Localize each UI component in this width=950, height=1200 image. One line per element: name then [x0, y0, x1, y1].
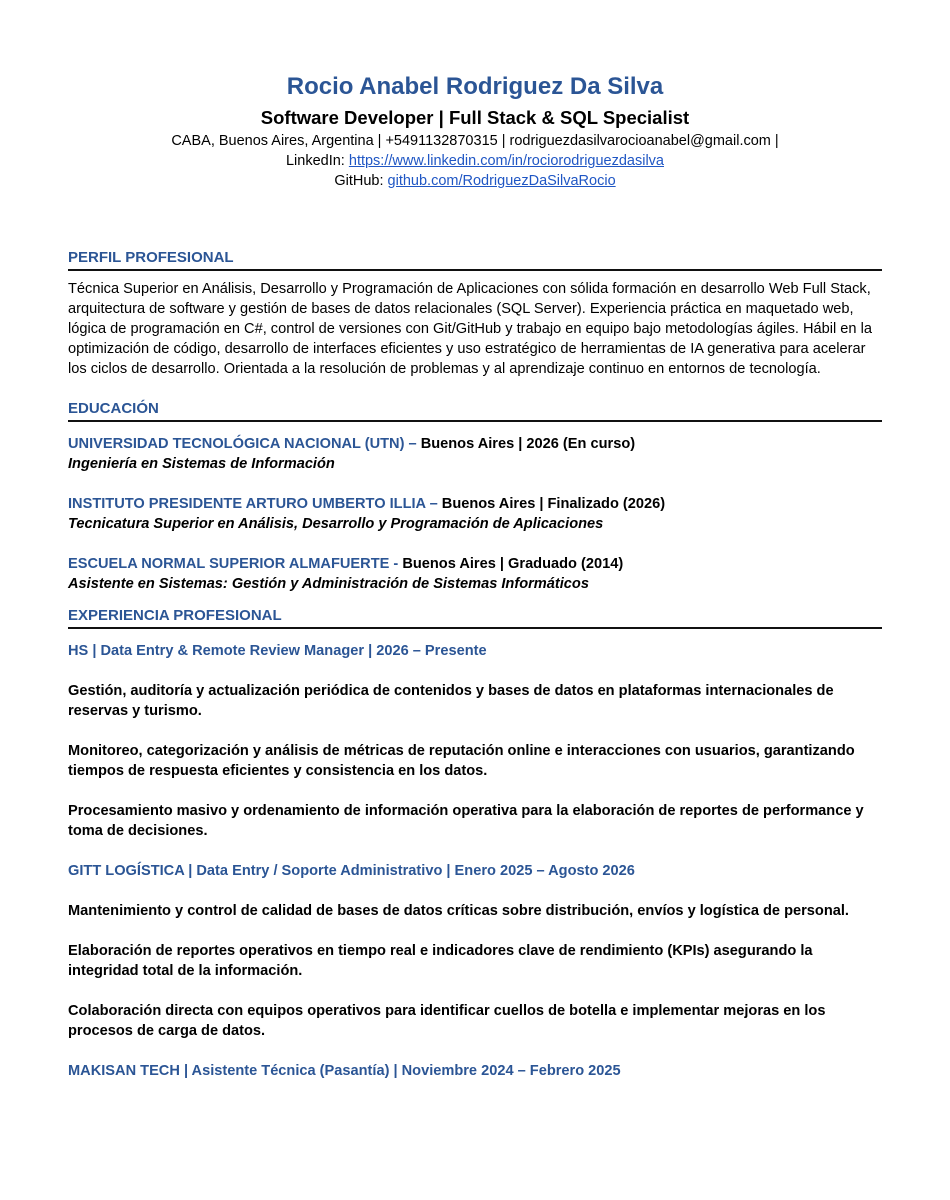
profile-text: Técnica Superior en Análisis, Desarrollo y Programación de Aplicaciones con sólida formación en desarrollo Web Full Stack, arquitectura de software y gestión de bases de datos relacionales (SQL Server). Experiencia práctica en maquetado web, lógica de programación en C#, control de versiones con Git/GitHub y trabajo en equipo bajo metodologías ágiles. Hábil en la optimización de código, desarrollo de interfaces eficientes y uso estratégico de herramientas de IA generativa para acelerar los ciclos de desarrollo. Orientada a la resolución de problemas y al aprendizaje continuo en entornos de tecnología.	[68, 281, 872, 377]
education-degree: Asistente en Sistemas: Gestión y Administración de Sistemas Informáticos	[68, 576, 589, 592]
education-degree: Tecnicatura Superior en Análisis, Desarrollo y Programación de Aplicaciones	[68, 516, 604, 532]
education-item	[68, 434, 882, 474]
education-institution: ESCUELA NORMAL SUPERIOR ALMAFUERTE -	[68, 556, 403, 572]
job-title: GITT LOGÍSTICA | Data Entry / Soporte Administrativo | Enero 2025 – Agosto 2026	[68, 863, 635, 879]
education-institution: UNIVERSIDAD TECNOLÓGICA NACIONAL (UTN) –	[68, 436, 421, 452]
candidate-name: Rocio Anabel Rodriguez Da Silva	[286, 73, 664, 100]
education-item	[68, 554, 882, 594]
job-bullet: Mantenimiento y control de calidad de bases de datos críticas sobre distribución, envíos y logística de personal.	[68, 903, 849, 919]
linkedin-link[interactable]: https://www.linkedin.com/in/rociorodriguezdasilva	[348, 153, 664, 169]
resume-header	[0, 70, 950, 191]
job-title: MAKISAN TECH | Asistente Técnica (Pasantía) | Noviembre 2024 – Febrero 2025	[68, 1063, 621, 1079]
job-bullet: Gestión, auditoría y actualización periódica de contenidos y bases de datos en plataformas internacionales de reservas y turismo.	[68, 683, 834, 719]
linkedin-line	[0, 151, 950, 171]
section-title-profile: PERFIL PROFESIONAL	[68, 248, 882, 271]
job-bullet: Elaboración de reportes operativos en tiempo real e indicadores clave de rendimiento (KPIs) asegurando la integridad total de la información.	[68, 943, 813, 979]
linkedin-label: LinkedIn:	[285, 153, 345, 169]
github-line	[0, 171, 950, 191]
job-bullet: Procesamiento masivo y ordenamiento de información operativa para la elaboración de reportes de performance y toma de decisiones.	[68, 803, 864, 839]
resume-body	[68, 248, 882, 1081]
contact-line: CABA, Buenos Aires, Argentina | +5491132870315 | rodriguezdasilvarocioanabel@gmail.com |	[171, 133, 779, 149]
education-degree: Ingeniería en Sistemas de Información	[68, 456, 335, 472]
education-institution: INSTITUTO PRESIDENTE ARTURO UMBERTO ILLIA –	[68, 496, 442, 512]
education-line	[68, 494, 882, 514]
github-label: GitHub:	[334, 173, 384, 189]
job-title: HS | Data Entry & Remote Review Manager | 2026 – Presente	[68, 643, 487, 659]
education-details: Buenos Aires | Graduado (2014)	[402, 556, 624, 572]
job-bullet: Monitoreo, categorización y análisis de métricas de reputación online e interacciones con usuarios, garantizando tiempos de respuesta eficientes y consistencia en los datos.	[68, 743, 855, 779]
education-details: Buenos Aires | 2026 (En curso)	[420, 436, 636, 452]
candidate-headline: Software Developer | Full Stack & SQL Specialist	[260, 107, 690, 128]
education-line	[68, 434, 882, 454]
section-title-education: EDUCACIÓN	[68, 399, 882, 422]
education-details: Buenos Aires | Finalizado (2026)	[441, 496, 666, 512]
education-item	[68, 494, 882, 534]
section-title-experience: EXPERIENCIA PROFESIONAL	[68, 606, 882, 629]
github-link[interactable]: github.com/RodriguezDaSilvaRocio	[387, 173, 616, 189]
job-bullet: Colaboración directa con equipos operativos para identificar cuellos de botella e implementar mejoras en los procesos de carga de datos.	[68, 1003, 826, 1039]
education-line	[68, 554, 882, 574]
